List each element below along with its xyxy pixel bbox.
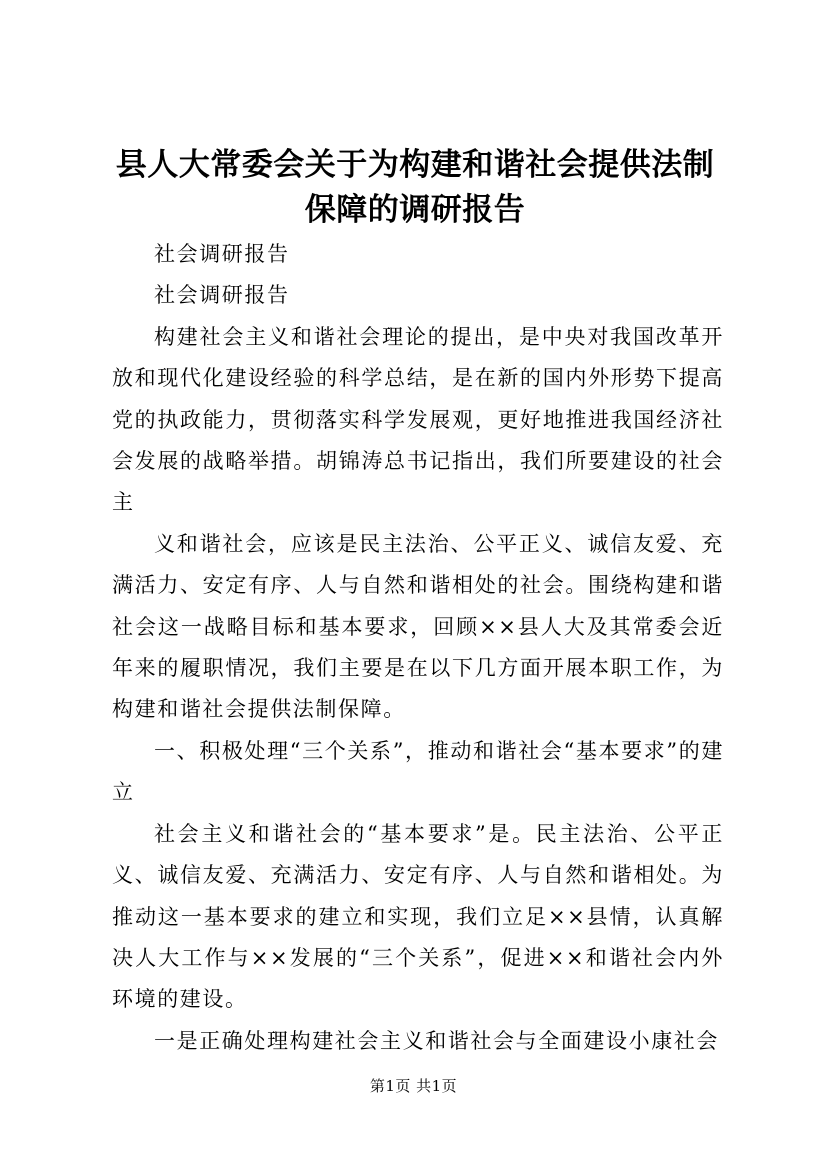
paragraph-intro: 构建社会主义和谐社会理论的提出，是中央对我国改革开放和现代化建设经验的科学总结，是在新的国内外形势下提高党的执政能力，贯彻落实科学发展观，更好地推进我国经济社会发展的战略举措。胡锦涛总书记指出，我们所要建设的社会主	[112, 324, 724, 515]
paragraph-category: 社会调研报告	[154, 242, 290, 266]
page-footer: 第1页 共1页	[369, 1077, 458, 1095]
paragraph-category-repeat: 社会调研报告	[154, 283, 290, 308]
section-heading: 一、积极处理“三个关系”，推动和谐社会“基本要求”的建立	[112, 738, 724, 805]
paragraph-requirements: 社会主义和谐社会的“基本要求”是。民主法治、公平正义、诚信友爱、充满活力、安定有序、人与自然和谐相处。为推动这一基本要求的建立和实现，我们立足××县情，认真解决人大工作与××发展的“三个关系”，促进××和谐社会内外环境的建设。	[112, 821, 724, 1012]
document-title: 县人大常委会关于为构建和谐社会提供法制保障的调研报告	[115, 147, 715, 228]
paragraph-first-point: 一是正确处理构建社会主义和谐社会与全面建设小康社会	[154, 1028, 719, 1053]
paragraph-continuation: 义和谐社会，应该是民主法治、公平正义、诚信友爱、充满活力、安定有序、人与自然和谐相处的社会。围绕构建和谐社会这一战略目标和基本要求，回顾××县人大及其常委会近年来的履职情况，我们主要是在以下几方面开展本职工作，为构建和谐社会提供法制保障。	[112, 531, 724, 722]
document-body	[112, 234, 724, 1062]
